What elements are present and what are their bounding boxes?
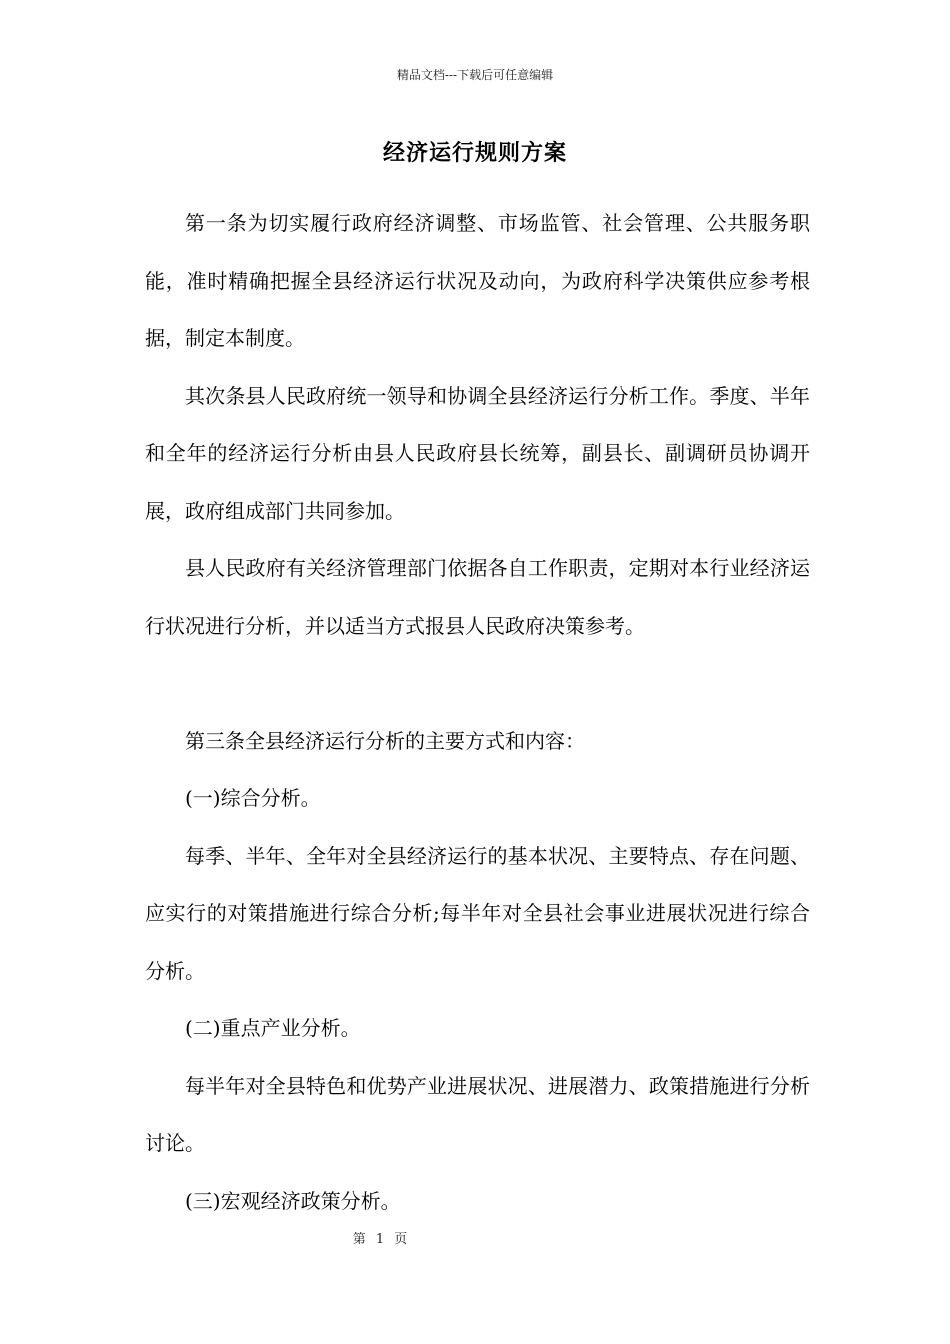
page-number: 1	[375, 1232, 385, 1247]
footer-prefix: 第	[352, 1232, 366, 1247]
paragraph-section-3-heading: (三)宏观经济政策分析。	[185, 1188, 401, 1213]
paragraph-section-1-heading: (一)综合分析。	[185, 786, 321, 810]
paragraph-article-3: 第三条全县经济运行分析的主要方式和内容：	[185, 728, 585, 753]
paragraph-section-2-body: 每半年对全县特色和优势产业进展状况、进展潜力、政策措施进行分析讨论。	[145, 1073, 810, 1155]
document-title: 经济运行规则方案	[382, 140, 567, 166]
paragraph-section-2-heading: (二)重点产业分析。	[185, 1016, 361, 1040]
paragraph-article-2: 其次条县人民政府统一领导和协调全县经济运行分析工作。季度、半年和全年的经济运行分析由县人民政府县长统筹，副县长、副调研员协调开展，政府组成部门共同参加。	[145, 383, 810, 523]
paragraph-spacer	[145, 655, 810, 713]
paragraph-departments: 县人民政府有关经济管理部门依据各自工作职责，定期对本行业经济运行状况进行分析，并以适当方式报县人民政府决策参考。	[145, 556, 810, 638]
footer-suffix: 页	[394, 1232, 408, 1247]
document-body	[145, 195, 810, 1230]
header-note: 精品文档---下载后可任意编辑	[396, 68, 554, 82]
paragraph-article-1: 第一条为切实履行政府经济调整、市场监管、社会管理、公共服务职能，准时精确把握全县经济运行状况及动向，为政府科学决策供应参考根据，制定本制度。	[145, 211, 810, 350]
page-footer	[0, 1228, 760, 1247]
paragraph-section-1-body: 每季、半年、全年对全县经济运行的基本状况、主要特点、存在问题、应实行的对策措施进行综合分析;每半年对全县社会事业进展状况进行综合分析。	[145, 843, 810, 983]
